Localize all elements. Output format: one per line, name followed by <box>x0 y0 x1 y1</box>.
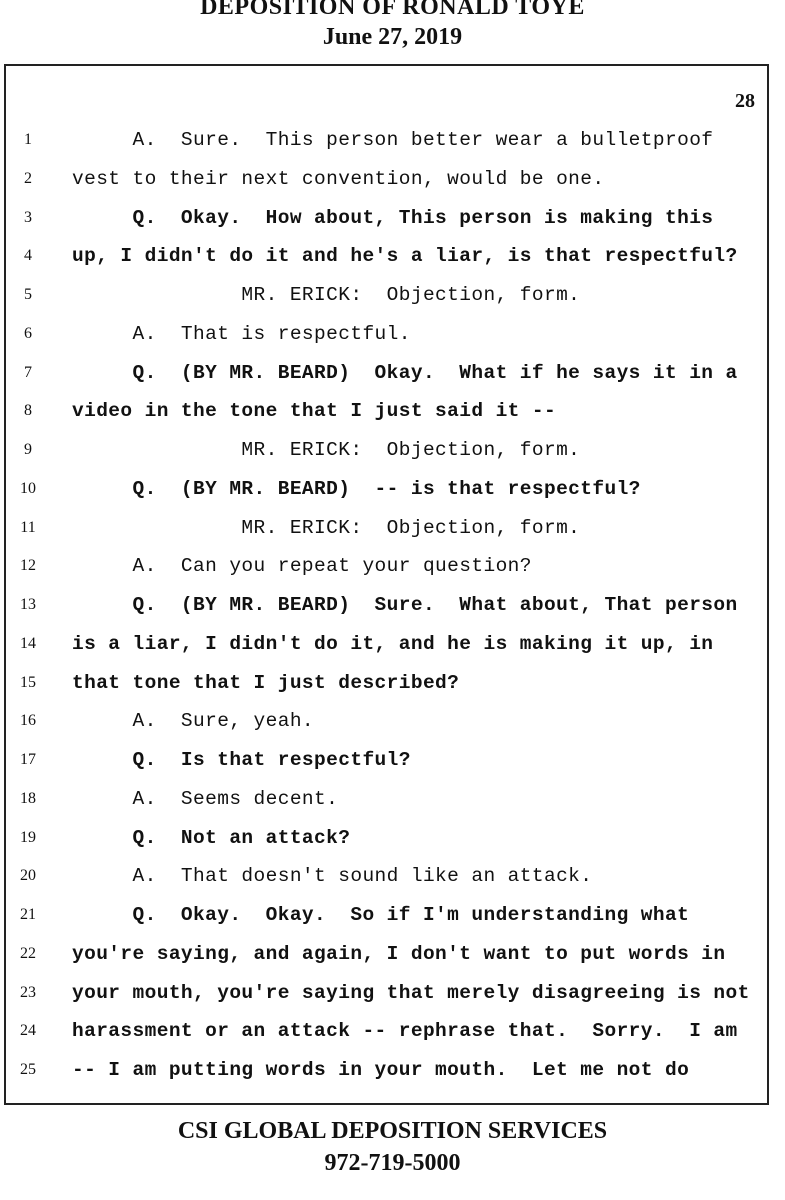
line-text: Q. (BY MR. BEARD) -- is that respectful? <box>72 477 641 500</box>
transcript-line <box>6 899 767 938</box>
transcript-page <box>4 64 769 1105</box>
line-number: 6 <box>24 324 32 342</box>
transcript-line <box>6 628 767 667</box>
transcript-line <box>6 667 767 706</box>
transcript-line <box>6 163 767 202</box>
line-text: MR. ERICK: Objection, form. <box>72 439 581 461</box>
line-number: 7 <box>24 363 32 381</box>
line-number: 3 <box>24 208 32 226</box>
transcript-line <box>6 744 767 783</box>
deposition-title: DEPOSITION OF RONALD TOYE <box>200 0 585 20</box>
transcript-lines <box>6 124 767 1093</box>
transcript-line <box>6 1015 767 1054</box>
transcript-line <box>6 318 767 357</box>
line-text: Q. (BY MR. BEARD) Okay. What if he says it in a <box>72 361 738 384</box>
line-number: 1 <box>24 131 32 148</box>
transcript-line <box>6 1054 767 1093</box>
line-text: you're saying, and again, I don't want to put words in <box>72 942 726 965</box>
footer-company: CSI GLOBAL DEPOSITION SERVICES <box>177 1118 608 1144</box>
line-text: Q. (BY MR. BEARD) Sure. What about, That person <box>72 594 738 616</box>
transcript-line <box>6 357 767 396</box>
line-text: A. Can you repeat your question? <box>72 555 532 578</box>
line-text: MR. ERICK: Objection, form. <box>72 516 581 539</box>
line-number: 12 <box>20 557 36 575</box>
transcript-line <box>6 977 767 1016</box>
line-number: 20 <box>20 867 36 885</box>
transcript-line <box>6 938 767 977</box>
transcript-line <box>6 395 767 434</box>
line-text: Q. Is that respectful? <box>72 749 411 771</box>
line-number: 19 <box>20 828 36 846</box>
line-number: 2 <box>24 169 32 187</box>
line-text: A. That doesn't sound like an attack. <box>72 865 593 888</box>
line-text: harassment or an attack -- rephrase that. Sorry. I am <box>72 1020 738 1043</box>
transcript-line <box>6 434 767 473</box>
line-text: your mouth, you're saying that merely disagreeing is not <box>72 981 750 1004</box>
line-number: 8 <box>24 402 32 420</box>
line-number: 16 <box>20 712 36 730</box>
line-number: 9 <box>24 441 32 458</box>
line-number: 13 <box>20 596 36 613</box>
line-text: A. That is respectful. <box>72 322 411 345</box>
line-text: A. Sure. This person better wear a bulletproof <box>72 129 714 151</box>
line-text: is a liar, I didn't do it, and he is making it up, in <box>72 632 714 655</box>
line-text: video in the tone that I just said it -- <box>72 400 557 423</box>
line-number: 23 <box>20 983 36 1001</box>
line-text: that tone that I just described? <box>72 671 460 694</box>
line-number: 11 <box>20 518 36 536</box>
transcript-line <box>6 124 767 163</box>
transcript-line <box>6 589 767 628</box>
line-number: 22 <box>20 944 36 962</box>
line-text: A. Seems decent. <box>72 787 339 810</box>
line-number: 4 <box>24 247 32 265</box>
transcript-line <box>6 705 767 744</box>
line-text: up, I didn't do it and he's a liar, is that respectful? <box>72 245 738 268</box>
line-text: Q. Not an attack? <box>72 826 351 849</box>
line-text: A. Sure, yeah. <box>72 710 315 733</box>
transcript-line <box>6 860 767 899</box>
transcript-line <box>6 550 767 589</box>
line-text: -- I am putting words in your mouth. Let me not do <box>72 1059 690 1081</box>
line-number: 15 <box>20 673 36 691</box>
transcript-line <box>6 512 767 551</box>
line-number: 24 <box>20 1022 36 1040</box>
line-text: Q. Okay. How about, This person is making this <box>72 206 714 229</box>
page-number: 28 <box>735 90 755 112</box>
deposition-date: June 27, 2019 <box>322 24 463 50</box>
transcript-line <box>6 240 767 279</box>
line-number: 14 <box>20 634 36 652</box>
line-text: Q. Okay. Okay. So if I'm understanding what <box>72 904 690 926</box>
transcript-line <box>6 473 767 512</box>
transcript-line <box>6 822 767 861</box>
transcript-line <box>6 783 767 822</box>
line-text: MR. ERICK: Objection, form. <box>72 284 581 306</box>
line-number: 25 <box>20 1061 36 1078</box>
line-number: 18 <box>20 789 36 807</box>
line-text: vest to their next convention, would be one. <box>72 167 605 190</box>
line-number: 21 <box>20 906 36 923</box>
line-number: 10 <box>20 479 36 497</box>
transcript-line <box>6 202 767 241</box>
footer-phone: 972-719-5000 <box>324 1150 461 1176</box>
line-number: 17 <box>20 751 36 768</box>
transcript-line <box>6 279 767 318</box>
line-number: 5 <box>24 286 32 303</box>
